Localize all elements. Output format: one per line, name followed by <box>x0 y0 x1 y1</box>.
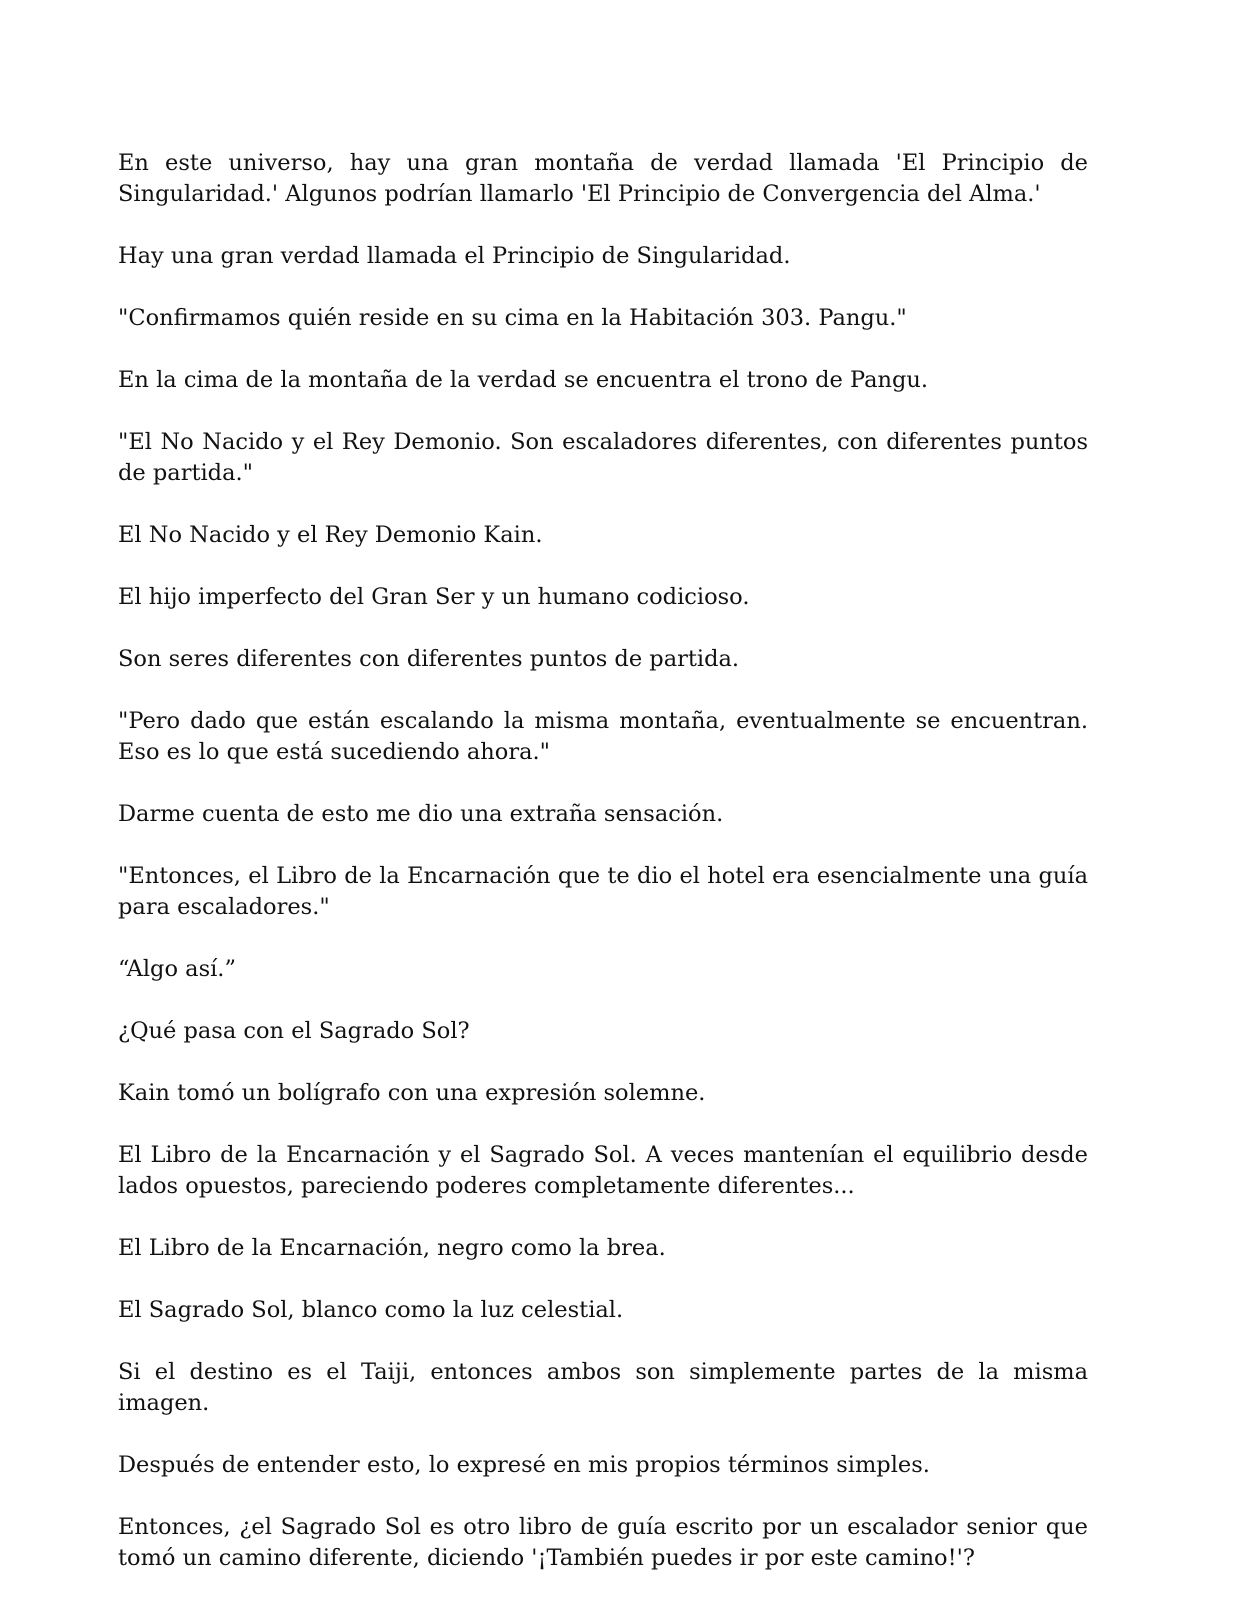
paragraph-16: El Libro de la Encarnación, negro como la brea. <box>118 1235 666 1261</box>
paragraph-20: Entonces, ¿el Sagrado Sol es otro libro de guía escrito por un escalador senior que tomó un camino diferente, diciendo '¡También puedes ir por este camino!'? <box>118 1514 1088 1571</box>
paragraph-7: El hijo imperfecto del Gran Ser y un humano codicioso. <box>118 584 750 610</box>
paragraph-12: “Algo así.” <box>118 956 236 982</box>
paragraph-9: "Pero dado que están escalando la misma montaña, eventualmente se encuentran. Eso es lo que está sucediendo ahora." <box>118 708 1088 765</box>
paragraph-15: El Libro de la Encarnación y el Sagrado Sol. A veces mantenían el equilibrio desde lados opuestos, pareciendo poderes completamente diferentes... <box>118 1142 1088 1199</box>
paragraph-17: El Sagrado Sol, blanco como la luz celestial. <box>118 1297 624 1323</box>
paragraph-2: Hay una gran verdad llamada el Principio de Singularidad. <box>118 243 791 269</box>
paragraph-10: Darme cuenta de esto me dio una extraña sensación. <box>118 801 724 827</box>
paragraph-11: "Entonces, el Libro de la Encarnación que te dio el hotel era esencialmente una guía para escaladores." <box>118 863 1088 920</box>
paragraph-19: Después de entender esto, lo expresé en mis propios términos simples. <box>118 1452 930 1478</box>
paragraph-5: "El No Nacido y el Rey Demonio. Son escaladores diferentes, con diferentes puntos de partida." <box>118 429 1088 486</box>
paragraph-8: Son seres diferentes con diferentes puntos de partida. <box>118 646 740 672</box>
paragraph-4: En la cima de la montaña de la verdad se encuentra el trono de Pangu. <box>118 367 929 393</box>
paragraph-3: "Confirmamos quién reside en su cima en la Habitación 303. Pangu." <box>118 305 907 331</box>
paragraph-6: El No Nacido y el Rey Demonio Kain. <box>118 522 543 548</box>
paragraph-13: ¿Qué pasa con el Sagrado Sol? <box>118 1018 470 1044</box>
document-page <box>118 148 1088 1574</box>
paragraph-18: Si el destino es el Taiji, entonces ambos son simplemente partes de la misma imagen. <box>118 1359 1088 1416</box>
paragraph-1: En este universo, hay una gran montaña de verdad llamada 'El Principio de Singularidad.' Algunos podrían llamarlo 'El Principio de Convergencia del Alma.' <box>118 150 1088 207</box>
paragraph-14: Kain tomó un bolígrafo con una expresión solemne. <box>118 1080 706 1106</box>
